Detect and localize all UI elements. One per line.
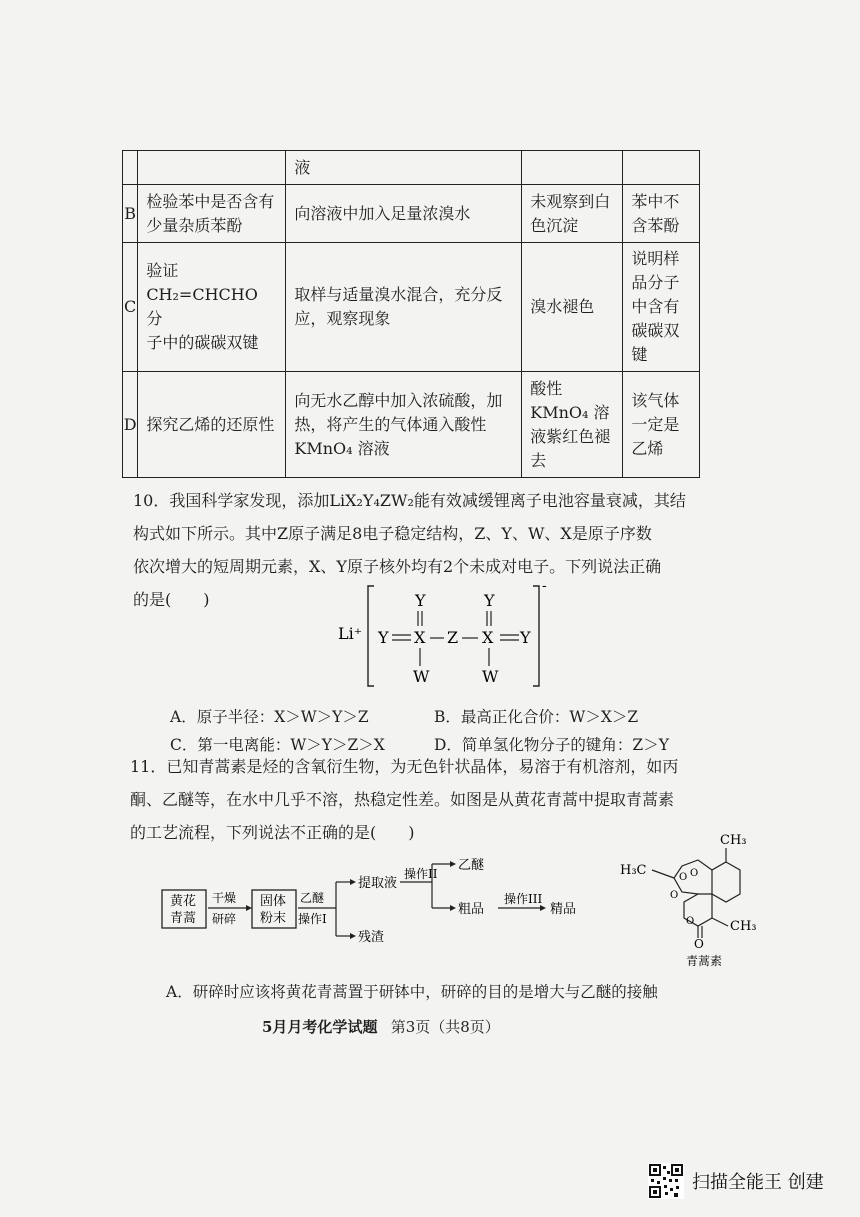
option-a: A．原子半径：X＞W＞Y＞Z xyxy=(170,708,369,726)
svg-text:O: O xyxy=(690,868,699,879)
atom-x: X xyxy=(482,628,494,647)
svg-text:CH₃: CH₃ xyxy=(720,833,747,848)
row-label: C xyxy=(123,243,138,372)
table-cell: 向溶液中加入足量浓溴水 xyxy=(286,185,522,243)
experiment-table xyxy=(122,150,700,478)
svg-text:操作III: 操作III xyxy=(504,892,543,906)
atom-y: Y xyxy=(520,628,531,647)
svg-text:精品: 精品 xyxy=(550,902,577,917)
svg-text:O: O xyxy=(670,890,679,901)
atom-y: Y xyxy=(378,628,389,647)
table-cell: 溴水褪色 xyxy=(522,243,623,372)
atom-w: W xyxy=(482,667,499,686)
bracket-left xyxy=(368,586,374,686)
row-label: B xyxy=(123,185,138,243)
table-cell: 该气体一定是乙烯 xyxy=(623,372,700,478)
scanner-watermark xyxy=(648,1163,824,1199)
atom-z: Z xyxy=(447,628,459,647)
table-cell: 说明样品分子中含有碳碳双键 xyxy=(623,243,700,372)
table-cell: 取样与适量溴水混合，充分反应，观察现象 xyxy=(286,243,522,372)
table-cell: 探究乙烯的还原性 xyxy=(138,372,286,478)
bracket-right xyxy=(533,586,539,686)
atom-w: W xyxy=(413,667,430,686)
table-cell: 未观察到白色沉淀 xyxy=(522,185,623,243)
svg-text:CH₃: CH₃ xyxy=(730,919,757,934)
brand-text: 扫描全能王 创建 xyxy=(692,1172,824,1193)
table-cell: 验证 CH₂=CHCHO 分 子中的碳碳双键 xyxy=(138,243,286,372)
table-cell: 苯中不含苯酚 xyxy=(623,185,700,243)
atom-y: Y xyxy=(415,591,426,610)
table-cell: 检验苯中是否含有少量杂质苯酚 xyxy=(138,185,286,243)
exam-title: 5月月考化学试题 xyxy=(262,1018,378,1036)
question-11: 11．已知青蒿素是烃的含氧衍生物，为无色针状晶体，易溶于有机溶剂，如丙 酮、乙醚等，在水中几乎不溶，热稳定性差。如图是从黄花青蒿中提取青蒿素 的工艺流程，下列说法不正确的是( ) xyxy=(130,757,679,842)
molecule-name: 青蒿素 xyxy=(686,954,723,968)
svg-text:干燥: 干燥 xyxy=(212,891,237,905)
table-row xyxy=(123,372,700,478)
svg-text:粗品: 粗品 xyxy=(458,902,485,917)
svg-text:O: O xyxy=(686,916,695,927)
svg-text:提取液: 提取液 xyxy=(358,876,398,891)
svg-text:H₃C: H₃C xyxy=(620,863,647,878)
svg-text:O: O xyxy=(679,872,688,883)
svg-text:乙醚: 乙醚 xyxy=(458,858,485,873)
atom-x: X xyxy=(414,628,426,647)
page-footer xyxy=(262,1016,500,1037)
option-b: B．最高正化合价：W＞X＞Z xyxy=(434,708,639,726)
question-10: 10．我国科学家发现，添加LiX₂Y₄ZW₂能有效减缓锂离子电池容量衰减，其结 构式如下所示。其中Z原子满足8电子稳定结构，Z、Y、W、X是原子序数 依次增大的短周期元素，X、Y原子核外均有2个未成对电子。下列说法正确 的是( ) xyxy=(133,491,686,609)
table-cell: 液 xyxy=(286,151,522,185)
page-number: 第3页（共8页） xyxy=(390,1018,500,1036)
table-row xyxy=(123,185,700,243)
charge-label: - xyxy=(542,578,547,594)
svg-text:固体: 固体 xyxy=(260,894,287,909)
process-flowchart xyxy=(160,852,600,947)
artemisinin-structure xyxy=(616,820,766,970)
option-c: C．第一电离能：W＞Y＞Z＞X xyxy=(170,736,385,754)
svg-text:乙醚: 乙醚 xyxy=(300,891,325,905)
svg-text:黄花: 黄花 xyxy=(170,894,197,909)
svg-text:青蒿: 青蒿 xyxy=(170,911,197,926)
svg-text:O: O xyxy=(694,937,704,951)
table-row xyxy=(123,243,700,372)
svg-text:残渣: 残渣 xyxy=(358,930,385,945)
q11-option-a: A．研碎时应该将黄花青蒿置于研钵中，研碎的目的是增大与乙醚的接触 xyxy=(166,983,658,1001)
svg-text:研碎: 研碎 xyxy=(212,912,237,926)
table-cell: 向无水乙醇中加入浓硫酸，加热，将产生的气体通入酸性 KMnO₄ 溶液 xyxy=(286,372,522,478)
li-ion-label: Li⁺ xyxy=(338,624,363,643)
svg-text:粉末: 粉末 xyxy=(260,911,287,926)
svg-text:操作I: 操作I xyxy=(298,912,327,926)
option-d: D．简单氢化物分子的键角：Z＞Y xyxy=(434,736,669,754)
table-row xyxy=(123,151,700,185)
atom-y: Y xyxy=(484,591,495,610)
svg-text:操作II: 操作II xyxy=(404,867,438,881)
qr-code-icon xyxy=(648,1163,684,1199)
table-cell: 酸性 KMnO₄ 溶液紫红色褪去 xyxy=(522,372,623,478)
structural-formula xyxy=(330,578,560,693)
row-label: D xyxy=(123,372,138,478)
